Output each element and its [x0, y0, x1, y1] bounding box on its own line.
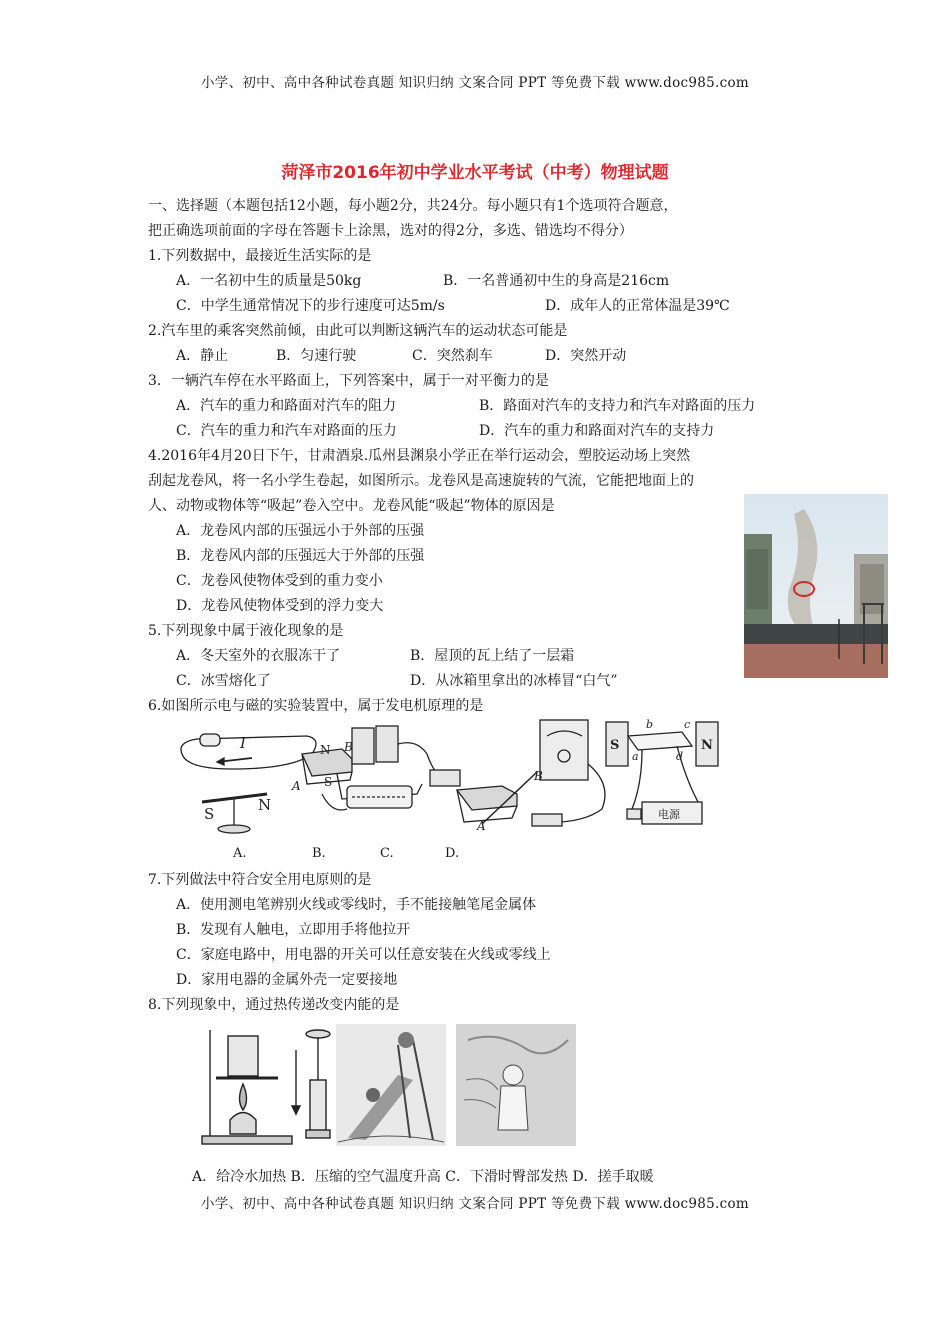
question-7-option-c: C．家庭电路中，用电器的开关可以任意安装在火线或零线上: [176, 947, 551, 963]
fig-d-label-d-small: d: [676, 750, 684, 763]
question-2-option-c: C．突然刹车: [412, 348, 493, 364]
question-2-option-a: A．静止: [176, 348, 229, 364]
fig-d-label-power: 电源: [658, 808, 680, 821]
fig-a-label-s: S: [204, 805, 215, 823]
question-6-stem: 6.如图所示电与磁的实验装置中，属于发电机原理的是: [148, 698, 484, 714]
question-1-option-d: D．成年人的正常体温是39℃: [545, 298, 730, 314]
question-4-option-c: C．龙卷风使物体受到的重力变小: [176, 573, 383, 589]
question-4-option-b: B．龙卷风内部的压强远大于外部的压强: [176, 548, 425, 564]
question-7-option-b: B．发现有人触电，立即用手将他拉开: [176, 922, 411, 938]
question-2-stem: 2.汽车里的乘客突然前倾，由此可以判断这辆汽车的运动状态可能是: [148, 323, 568, 339]
fig-a-label-i: I: [240, 734, 246, 752]
fig-d-label-c-small: c: [684, 718, 691, 731]
figure-c-galvanometer: [457, 720, 605, 826]
question-3-option-a: A．汽车的重力和路面对汽车的阻力: [176, 398, 397, 414]
question-8-options: A．给冷水加热 B．压缩的空气温度升高 C．下滑时臀部发热 D．搓手取暖: [192, 1169, 654, 1185]
question-3-option-d: D．汽车的重力和路面对汽车的支持力: [479, 423, 715, 439]
fig-b-label-b: B: [344, 740, 353, 754]
fig-c-label-b: B: [534, 769, 543, 783]
question-4-line1: 4.2016年4月20日下午，甘肃酒泉.瓜州县渊泉小学正在举行运动会，塑胶运动场上突然: [148, 448, 691, 464]
question-1-stem: 1.下列数据中，最接近生活实际的是: [148, 248, 372, 264]
electromagnetism-apparatus-figure: [172, 714, 722, 844]
q6-fig-label-c: C.: [380, 846, 394, 861]
question-5-option-b: B．屋顶的瓦上结了一层霜: [410, 648, 575, 664]
section-instructions-line1: 一、选择题（本题包括12小题，每小题2分，共24分。每小题只有1个选项符合题意，: [148, 198, 678, 214]
tornado-photo: [744, 494, 888, 678]
q6-fig-label-b: B.: [312, 846, 326, 861]
question-1-option-a: A．一名初中生的质量是50kg: [176, 273, 362, 289]
page-title: 菏泽市2016年初中学业水平考试（中考）物理试题: [281, 163, 669, 183]
fig-b-label-a: A: [292, 779, 301, 793]
question-1-option-b: B．一名普通初中生的身高是216cm: [443, 273, 670, 289]
figure-fire-piston: [292, 1030, 330, 1138]
page-footer: 小学、初中、高中各种试卷真题 知识归纳 文案合同 PPT 等免费下载 www.doc985.com: [200, 1196, 750, 1212]
question-4-line3: 人、动物或物体等“吸起”卷入空中。龙卷风能“吸起”物体的原因是: [148, 498, 555, 514]
question-2-option-b: B．匀速行驶: [276, 348, 357, 364]
fig-d-label-b-small: b: [646, 718, 654, 731]
question-4-option-a: A．龙卷风内部的压强远小于外部的压强: [176, 523, 425, 539]
question-3-stem: 3．一辆汽车停在水平路面上，下列答案中，属于一对平衡力的是: [148, 373, 549, 389]
page-header: 小学、初中、高中各种试卷真题 知识归纳 文案合同 PPT 等免费下载 www.doc985.com: [200, 75, 750, 91]
question-2-option-d: D．突然开动: [545, 348, 627, 364]
fig-c-label-a: A: [477, 819, 486, 833]
fig-d-label-n: N: [701, 738, 713, 753]
question-4-line2: 刮起龙卷风，将一名小学生卷起，如图所示。龙卷风是高速旋转的气流，它能把地面上的: [148, 473, 694, 489]
figure-heating-water: [202, 1030, 292, 1144]
figure-slide: [336, 1024, 446, 1146]
question-7-option-d: D．家用电器的金属外壳一定要接地: [176, 972, 398, 988]
fig-b-label-n: N: [320, 743, 331, 757]
figure-rubbing-hands: [456, 1024, 576, 1146]
question-4-option-d: D．龙卷风使物体受到的浮力变大: [176, 598, 384, 614]
question-5-option-d: D．从冰箱里拿出的冰棒冒“白气”: [410, 673, 618, 689]
question-8-stem: 8.下列现象中，通过热传递改变内能的是: [148, 997, 400, 1013]
fig-b-label-s: S: [324, 775, 333, 789]
q6-fig-label-a: A.: [233, 846, 247, 861]
section-instructions-line2: 把正确选项前面的字母在答题卡上涂黑，选对的得2分，多选、错选均不得分）: [148, 223, 633, 239]
fig-d-label-s: S: [610, 738, 620, 753]
question-5-option-a: A．冬天室外的衣服冻干了: [176, 648, 341, 664]
question-1-option-c: C．中学生通常情况下的步行速度可达5m/s: [176, 298, 445, 314]
question-5-stem: 5.下列现象中属于液化现象的是: [148, 623, 344, 639]
q6-fig-label-d: D.: [445, 846, 460, 861]
heat-transfer-figure: [198, 1020, 578, 1150]
question-5-option-c: C．冰雪熔化了: [176, 673, 271, 689]
question-7-option-a: A．使用测电笔辨别火线或零线时，手不能接触笔尾金属体: [176, 897, 537, 913]
question-3-option-b: B．路面对汽车的支持力和汽车对路面的压力: [479, 398, 756, 414]
question-7-stem: 7.下列做法中符合安全用电原则的是: [148, 872, 372, 888]
question-3-option-c: C．汽车的重力和汽车对路面的压力: [176, 423, 397, 439]
figure-b-motor: [302, 726, 460, 810]
fig-d-label-a-small: a: [632, 750, 639, 763]
fig-a-label-n: N: [258, 796, 272, 814]
